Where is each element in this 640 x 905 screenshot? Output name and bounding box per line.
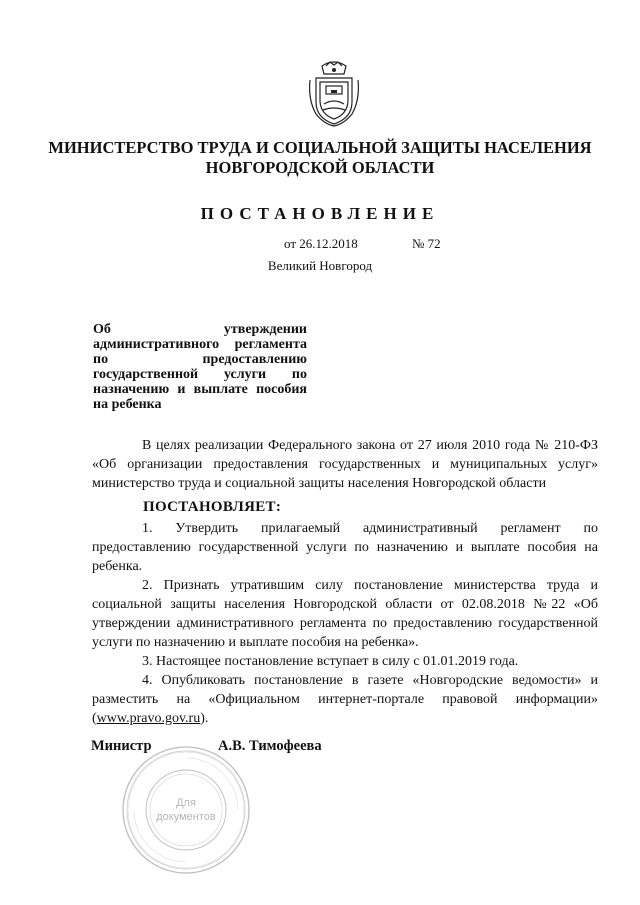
decree-item-3: 3. Настоящее постановление вступает в силу с 01.01.2019 года.: [142, 654, 519, 669]
stamp-center-line-2: документов: [156, 811, 216, 823]
decree-item-2: 2. Признать утратившим силу постановление министерства труда и социальной защиты населения Новгородской области от 02.08.2018 №22 «Об утверждении административного регламента по предоставлению государственной услуги по назначению и выплате пособия на ребенка».: [92, 578, 598, 650]
organization-line-2: НОВГОРОДСКОЙ ОБЛАСТИ: [205, 158, 435, 177]
official-stamp: [120, 744, 252, 876]
document-type: ПОСТАНОВЛЕНИЕ: [200, 204, 440, 223]
document-number: № 72: [412, 236, 441, 251]
issue-city: Великий Новгород: [267, 258, 373, 273]
document-subject: Об утверждении административного регламента по предоставлению государственной услуги по назначению и выплате пособия на ребенка: [93, 322, 307, 412]
preamble-paragraph: В целях реализации Федерального закона от 27 июля 2010 года № 210-ФЗ «Об организации предоставления государственных и муниципальных услуг» министерство труда и социальной защиты населения Новгородской области: [92, 438, 598, 491]
stamp-center-line-1: Для: [176, 797, 196, 809]
decree-item-4: [92, 671, 598, 728]
decree-item-4-text: 4. Опубликовать постановление в газете «Новгородские ведомости» и разместить на «Официальном интернет-портале правовой информации»: [92, 673, 598, 707]
signatory-name: А.В. Тимофеева: [218, 738, 322, 754]
organization-line-1: МИНИСТЕРСТВО ТРУДА И СОЦИАЛЬНОЙ ЗАЩИТЫ НАСЕЛЕНИЯ: [48, 138, 592, 157]
coat-of-arms-icon: [306, 60, 362, 128]
signatory-title: Министр: [91, 738, 152, 754]
organization-name: [0, 138, 640, 178]
decree-item-4-close: ).: [200, 711, 209, 726]
decree-item-1: 1. Утвердить прилагаемый административный регламент по предоставлению государственной услуги по назначению и выплате пособия на ребенка.: [92, 521, 598, 574]
decree-items: [92, 519, 598, 728]
decree-item-4-open: (: [92, 711, 97, 726]
decree-heading: ПОСТАНОВЛЯЕТ:: [143, 499, 282, 515]
document-date: от 26.12.2018: [284, 236, 358, 251]
pravo-gov-link[interactable]: www.pravo.gov.ru: [96, 711, 201, 726]
